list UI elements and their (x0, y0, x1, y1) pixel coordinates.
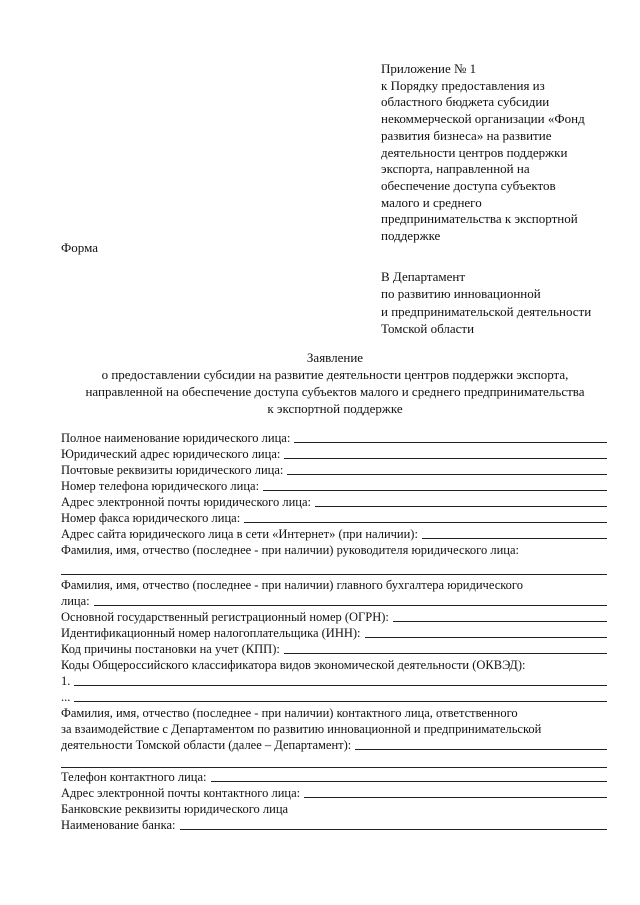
field-label: Юридический адрес юридического лица: (61, 447, 281, 461)
field-label: Код причины постановки на учет (КПП): (61, 642, 280, 656)
field-label: Адрес электронной почты юридического лица: (61, 495, 311, 509)
appendix-line: деятельности центров поддержки (381, 144, 568, 160)
department-line: по развитию инновационной (381, 286, 541, 302)
field-accountant-fio (61, 577, 607, 593)
field-full-name (61, 430, 607, 446)
department-line: Томской области (381, 320, 475, 336)
title-line: к экспортной поддержке (267, 401, 403, 416)
appendix-line: поддержке (381, 228, 441, 244)
field-kpp (61, 641, 607, 657)
fill-line[interactable] (74, 700, 607, 702)
field-contact-fio (61, 705, 607, 721)
field-label: Телефон контактного лица: (61, 770, 207, 784)
appendix-block (381, 61, 585, 245)
title-line: направленной на обеспечение доступа субъектов малого и среднего предпринимательства (85, 384, 585, 399)
field-label: Адрес электронной почты контактного лица: (61, 786, 301, 800)
field-bank-name (61, 817, 607, 833)
field-label: Фамилия, имя, отчество (последнее - при наличии) контактного лица, ответственного (61, 706, 518, 720)
fill-line[interactable] (211, 780, 608, 782)
field-label: за взаимодействие с Департаментом по развитию инновационной и предпринимательской (61, 722, 542, 736)
form-label: Форма (61, 240, 98, 255)
field-label: деятельности Томской области (далее – Департамент): (61, 738, 352, 752)
field-label: Основной государственный регистрационный номер (ОГРН): (61, 610, 389, 624)
field-okved-more (61, 689, 607, 705)
fill-line[interactable] (422, 537, 607, 539)
fill-line[interactable] (263, 489, 607, 491)
fill-line[interactable] (61, 767, 607, 768)
field-label: Идентификационный номер налогоплательщика (ИНН): (61, 626, 361, 640)
fill-line[interactable] (180, 828, 607, 830)
fill-line[interactable] (284, 652, 607, 654)
field-label: Коды Общероссийского классификатора видов экономической деятельности (ОКВЭД): (61, 658, 526, 672)
fill-line[interactable] (304, 796, 607, 798)
field-okved-1 (61, 673, 607, 689)
field-label: Номер факса юридического лица: (61, 511, 241, 525)
field-contact-fio-cont (61, 721, 607, 737)
appendix-line: некоммерческой организации «Фонд (381, 111, 585, 127)
department-line: В Департамент (381, 269, 466, 284)
fill-line[interactable] (294, 441, 607, 443)
field-label: Фамилия, имя, отчество (последнее - при наличии) руководителя юридического лица: (61, 543, 520, 557)
fill-line[interactable] (355, 748, 607, 750)
appendix-line: обеспечение доступа субъектов (381, 177, 556, 193)
field-contact-fio-cont2 (61, 737, 607, 753)
appendix-line: малого и среднего (381, 194, 482, 210)
field-label: Полное наименование юридического лица: (61, 431, 291, 445)
title-line: о предоставлении субсидии на развитие деятельности центров поддержки экспорта, (101, 367, 569, 382)
department-block (381, 268, 591, 337)
appendix-line: областного бюджета субсидии (381, 94, 550, 110)
field-phone (61, 478, 607, 494)
field-postal (61, 462, 607, 478)
field-legal-address (61, 446, 607, 462)
appendix-line: Приложение № 1 (381, 61, 477, 76)
field-website (61, 526, 607, 542)
fill-line[interactable] (365, 636, 607, 638)
appendix-line: экспорта, направленной на (381, 161, 530, 177)
fill-line[interactable] (74, 684, 607, 686)
field-okved (61, 657, 607, 673)
field-label: Почтовые реквизиты юридического лица: (61, 463, 284, 477)
fill-line[interactable] (315, 505, 607, 507)
field-label: лица: (61, 594, 90, 608)
field-accountant-fio-cont (61, 593, 607, 609)
fill-line[interactable] (393, 620, 607, 622)
field-bank-details (61, 801, 607, 817)
field-label: 1. (61, 674, 71, 688)
field-ogrn (61, 609, 607, 625)
field-label: ... (61, 690, 71, 704)
field-fax (61, 510, 607, 526)
field-label: Банковские реквизиты юридического лица (61, 802, 289, 816)
field-inn (61, 625, 607, 641)
field-label: Фамилия, имя, отчество (последнее - при наличии) главного бухгалтера юридического (61, 578, 523, 592)
field-head-fio (61, 542, 607, 558)
document-title: Заявление (306, 350, 364, 365)
field-label: Наименование банка: (61, 818, 176, 832)
appendix-line: развития бизнеса» на развитие (381, 127, 552, 143)
fill-line[interactable] (284, 457, 607, 459)
field-label: Адрес сайта юридического лица в сети «Интернет» (при наличии): (61, 527, 418, 541)
fill-line[interactable] (287, 473, 607, 475)
field-email (61, 494, 607, 510)
appendix-line: к Порядку предоставления из (381, 77, 545, 93)
field-contact-email (61, 785, 607, 801)
department-line: и предпринимательской деятельности (381, 303, 592, 319)
fill-line[interactable] (94, 604, 607, 606)
fill-line[interactable] (61, 574, 607, 575)
field-label: Номер телефона юридического лица: (61, 479, 260, 493)
field-contact-phone (61, 769, 607, 785)
fill-line[interactable] (244, 521, 607, 523)
appendix-line: предпринимательства к экспортной (381, 211, 578, 227)
